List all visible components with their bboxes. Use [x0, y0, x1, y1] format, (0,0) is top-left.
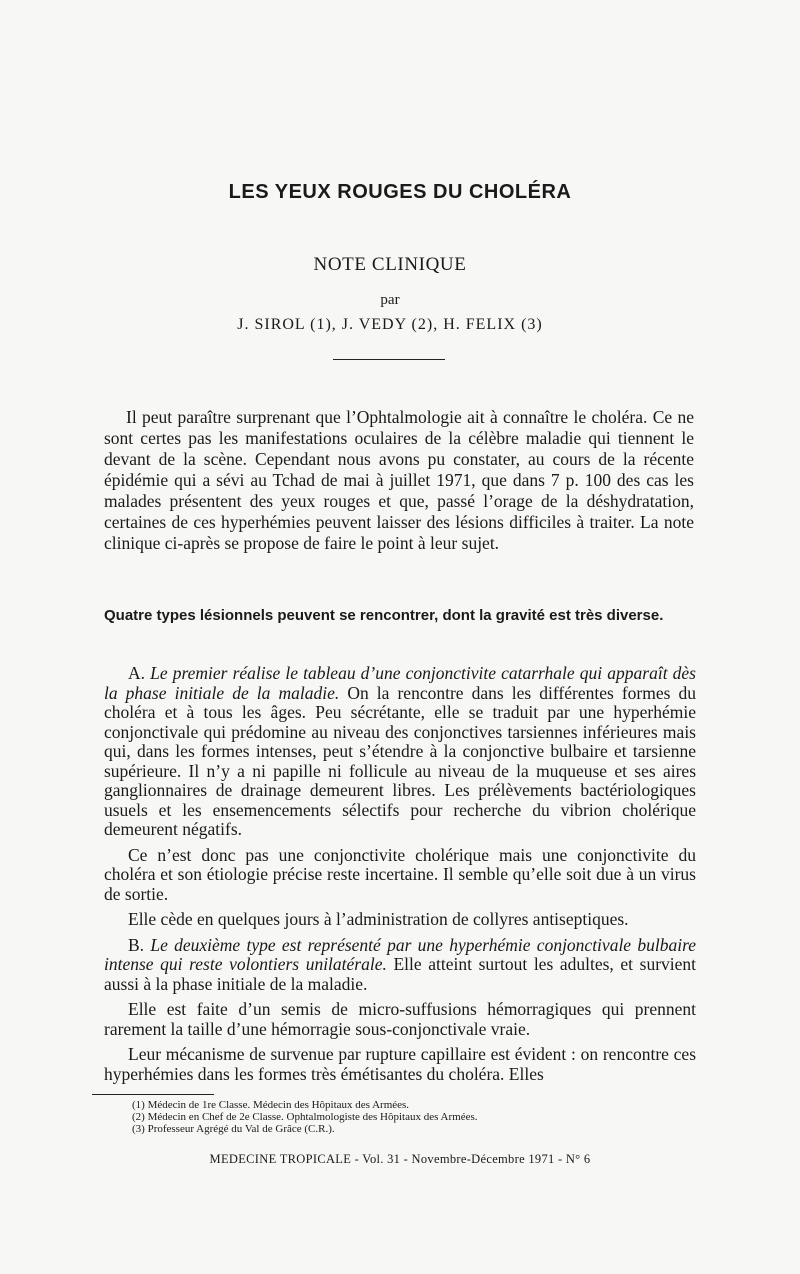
paragraph-b-text: Elle atteint surtout les adultes, et survient aussi à la phase initiale de la maladie.	[104, 954, 697, 994]
paragraph-6: Leur mécanisme de survenue par rupture capillaire est évident : on rencontre ces hyperhémies dans les formes très émétisantes du choléra. Elles	[104, 1044, 696, 1084]
by-line: par	[380, 292, 400, 308]
footnote-1: (1) Médecin de 1re Classe. Médecin des Hôpitaux des Armées.	[132, 1099, 410, 1111]
paragraph-a-text: On la rencontre dans les différentes formes du choléra et à tous les âges. Peu sécrétante, elle se traduit par une hyperhémie conjonctivale qui prédomine au niveau des conjonctives tarsiennes inférieures mais qui, dans les formes intenses, peut s’étendre à la conjonctive bulbaire et tarsienne supérieure. Il n’y a ni papille ni follicule au niveau de la muqueuse et ses aires ganglionnaires de drainage demeurent libres. Les prélèvements bactériologiques usuels et les ensemencements sélectifs pour recherche du vibrion cholérique demeurent négatifs.	[104, 682, 697, 839]
footnote-2: (2) Médecin en Chef de 2e Classe. Ophtalmologiste des Hôpitaux des Armées.	[132, 1111, 478, 1123]
paragraph-3: Elle cède en quelques jours à l’administration de collyres antiseptiques.	[128, 909, 629, 929]
article-subtitle: NOTE CLINIQUE	[313, 254, 467, 275]
article-body	[104, 664, 696, 1090]
footnote-3: (3) Professeur Agrégé du Val de Grâce (C.R.).	[132, 1123, 335, 1135]
intro-paragraph: Il peut paraître surprenant que l’Ophtalmologie ait à connaître le choléra. Ce ne sont certes pas les manifestations oculaires de la célèbre maladie qui tiennent le devant de la scène. Cependant nous avons pu constater, au cours de la récente épidémie qui a sévi au Tchad de mai à juillet 1971, que dans 7 p. 100 des cas les malades présentent des yeux rouges et que, passé l’orage de la déshydratation, certaines de ces hyperhémies peuvent laisser des lésions difficiles à traiter. La note clinique ci-après se propose de faire le point à leur sujet.	[104, 407, 694, 553]
paragraph-b-label: B.	[128, 934, 145, 955]
paragraph-b-italic: Le deuxième type est représenté par une hyperhémie conjonctivale bulbaire intense qui reste volontiers unilatérale.	[104, 934, 696, 974]
paragraph-a	[104, 664, 696, 840]
paragraph-a-label: A.	[128, 663, 146, 683]
authors-line: J. SIROL (1), J. VEDY (2), H. FELIX (3)	[237, 316, 543, 333]
article-title: LES YEUX ROUGES DU CHOLÉRA	[228, 181, 572, 203]
paragraph-b	[104, 936, 696, 995]
footnotes	[132, 1099, 692, 1135]
footnote-divider	[92, 1094, 214, 1095]
paragraph-a-italic: Le premier réalise le tableau d’une conjonctivite catarrhale qui apparaît dès la phase initiale de la maladie.	[104, 663, 696, 703]
journal-footer: MEDECINE TROPICALE - Vol. 31 - Novembre-Décembre 1971 - N° 6	[209, 1152, 591, 1166]
section-heading: Quatre types lésionnels peuvent se rencontrer, dont la gravité est très diverse.	[104, 607, 664, 624]
paragraph-5: Elle est faite d’un semis de micro-suffusions hémorragiques qui prennent rarement la taille d’une hémorragie sous-conjonctivale vraie.	[104, 999, 696, 1039]
paragraph-2: Ce n’est donc pas une conjonctivite cholérique mais une conjonctivite du choléra et son étiologie précise reste incertaine. Il semble qu’elle soit due à un virus de sortie.	[104, 844, 696, 904]
title-divider	[333, 359, 445, 360]
